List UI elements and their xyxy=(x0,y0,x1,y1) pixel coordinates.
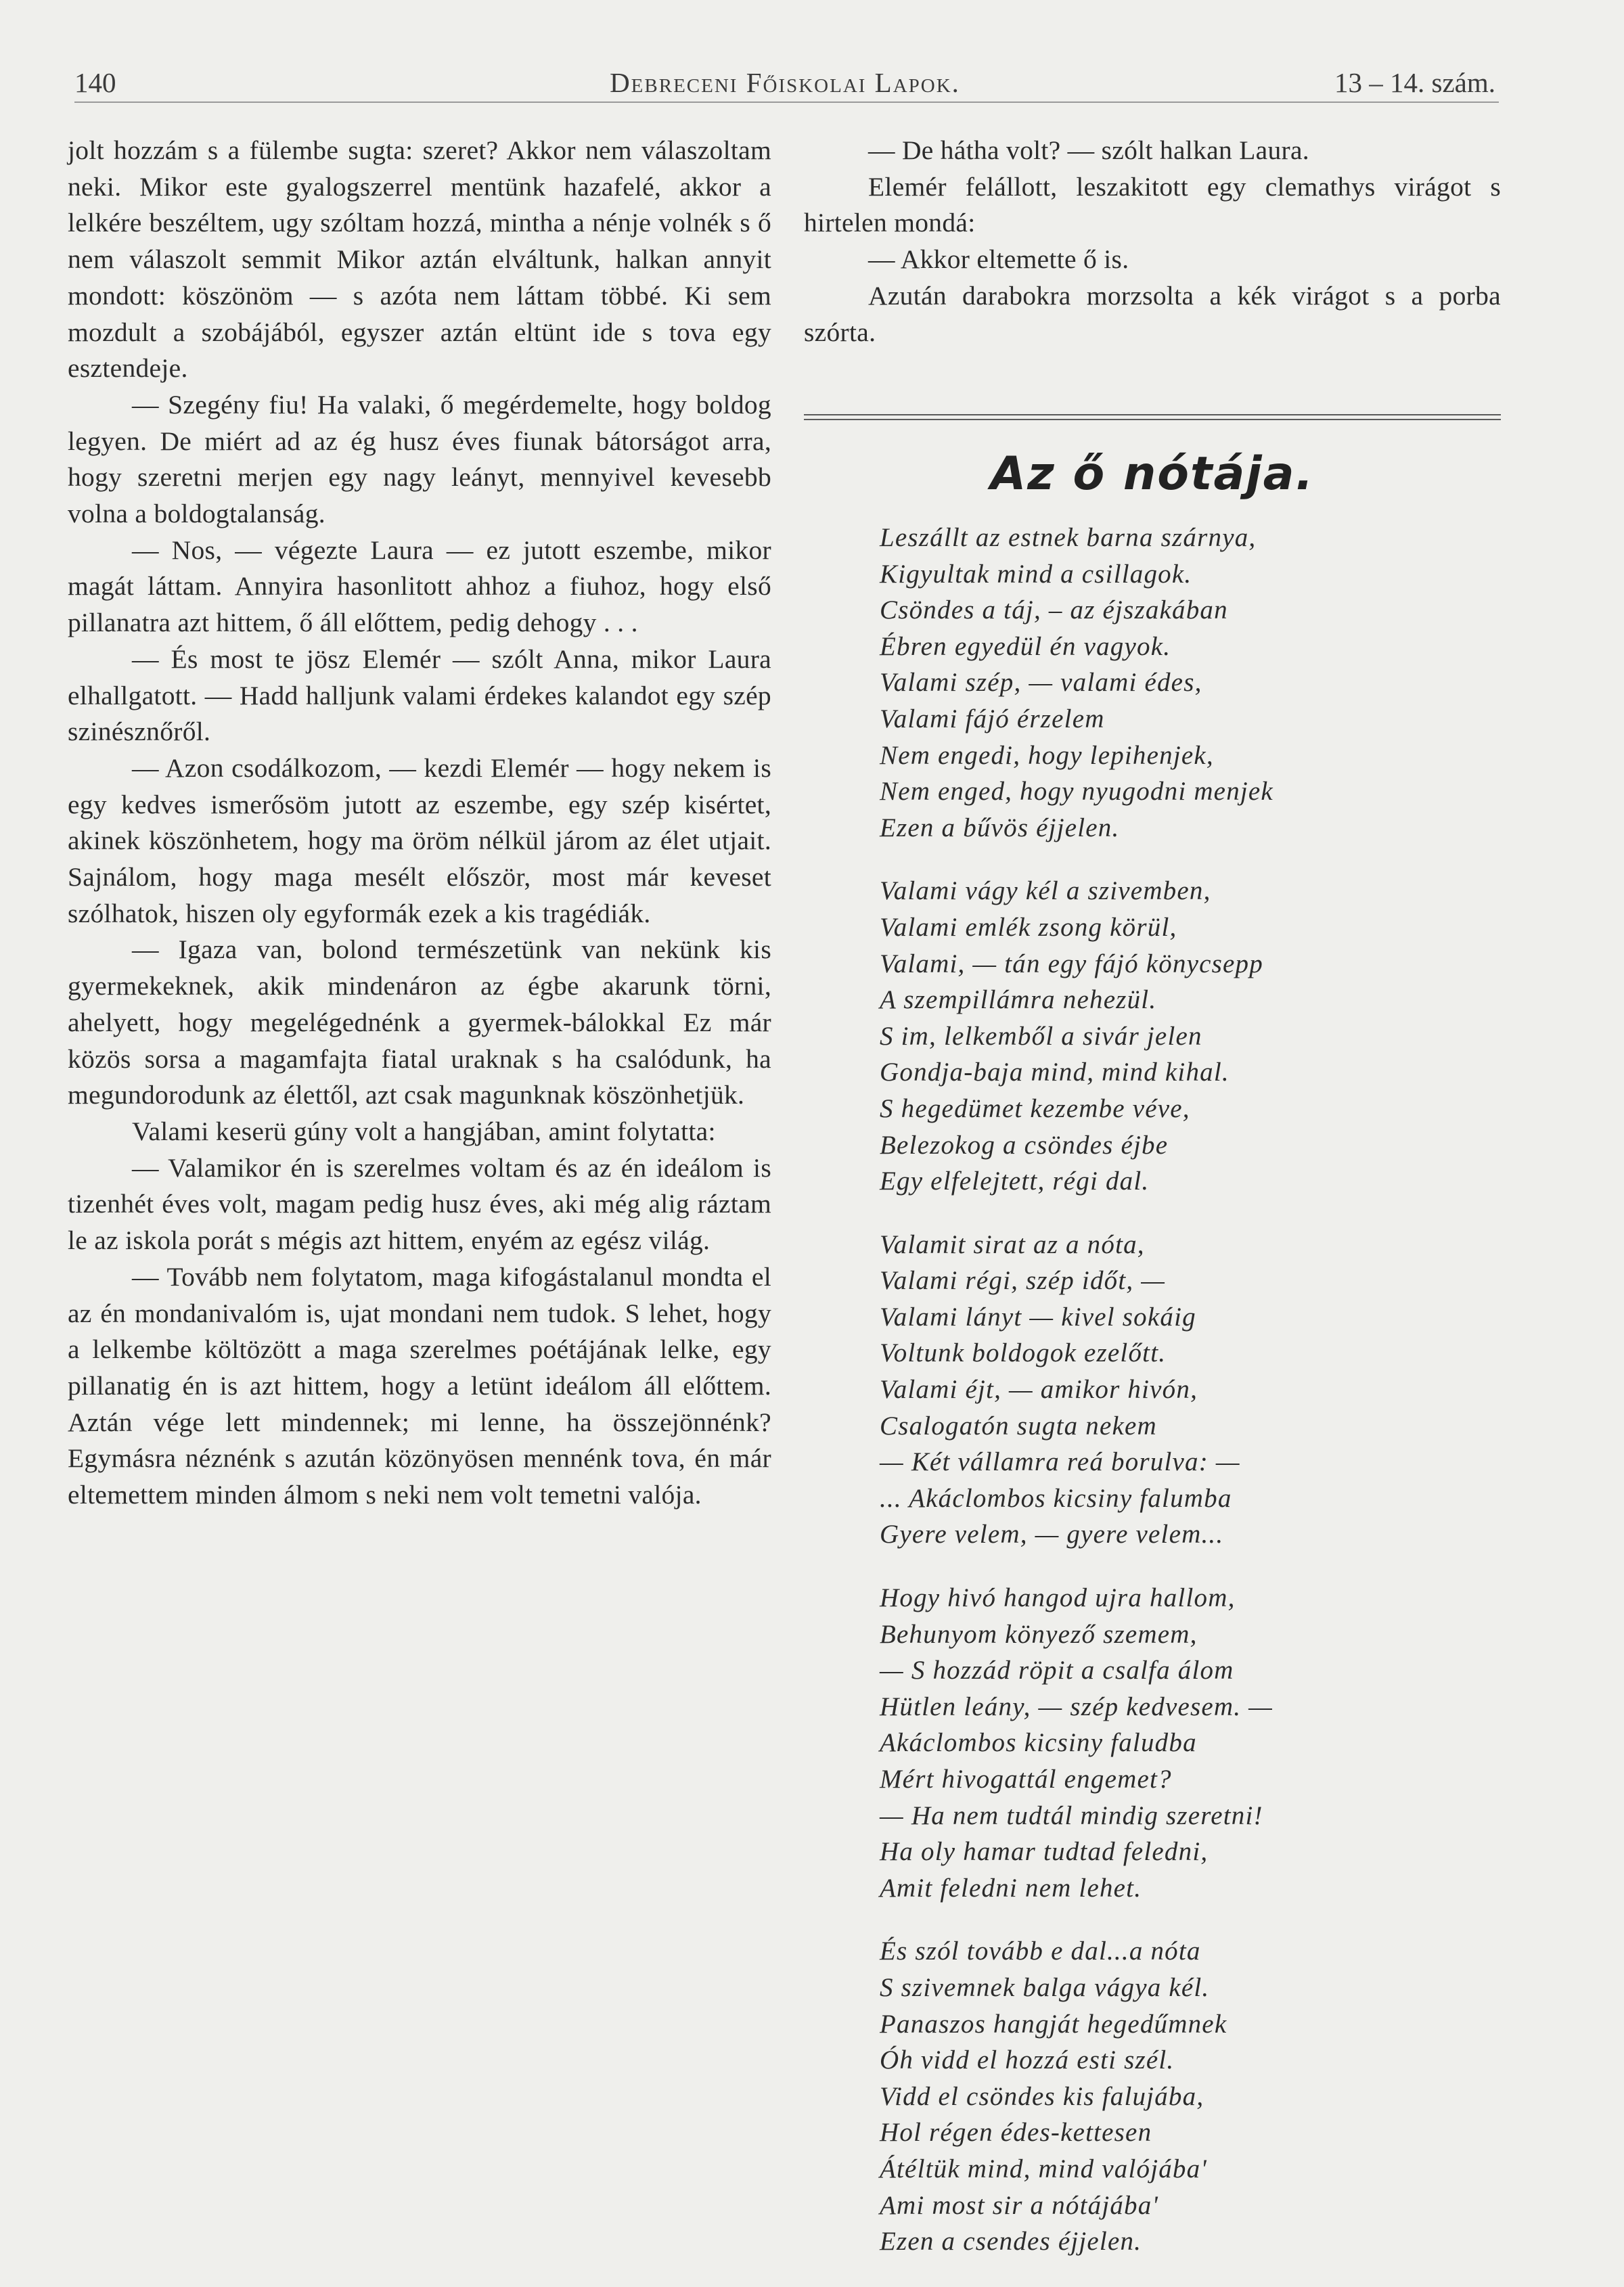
verse-line: — Két vállamra reá borulva: — xyxy=(880,1447,1240,1477)
poem-stanza xyxy=(880,520,1501,846)
right-column xyxy=(804,133,1501,2287)
verse-line: S im, lelkemből a sivár jelen xyxy=(880,1021,1202,1051)
verse-line: Valamit sirat az a nóta, xyxy=(880,1229,1145,1259)
verse-line: Egy elfelejtett, régi dal. xyxy=(880,1167,1150,1196)
verse-line: Kigyultak mind a csillagok. xyxy=(880,559,1192,589)
poem-stanza xyxy=(880,1933,1501,2259)
verse-line: Valami, — tán egy fájó könycsepp xyxy=(880,949,1263,978)
paragraph: — Igaza van, bolond természetünk van nekünk kis gyermekeknek, akik mindenáron az égbe akarunk törni, ahelyett, hogy megelégednénk a gyermek-bálokkal Ez már közös sorsa a magamfajta fiatal uraknak s ha csalódunk, ha megundorodunk az élettől, azt csak magunknak köszönhetjük. xyxy=(68,934,771,1110)
verse-line: És szól tovább e dal...a nóta xyxy=(880,1937,1201,1966)
paragraph: — Nos, — végezte Laura — ez jutott eszembe, mikor magát láttam. Annyira hasonlitott ahhoz a fiuhoz, hogy első pillanatra azt hittem, ő áll előttem, pedig dehogy . . . xyxy=(68,535,771,638)
verse-line: A szempillámra nehezül. xyxy=(880,985,1157,1015)
verse-line: ... Akáclombos kicsiny falumba xyxy=(880,1483,1232,1513)
poem-stanza xyxy=(880,873,1501,1199)
paragraph: jolt hozzám s a fülembe sugta: szeret? Akkor nem válaszoltam neki. Mikor este gyalogszerrel mentünk hazafelé, akkor a lelkére beszéltem, ugy szóltam hozzá, mintha a nénje volnék s ő nem válaszolt semmit Mikor aztán elváltunk, halkan annyit mondott: köszönöm — s azóta nem láttam többé. Ki sem mozdult a szobájából, egyszer aztán eltünt ide s tova egy esztendeje. xyxy=(68,135,771,384)
verse-line: Belezokog a csöndes éjbe xyxy=(880,1130,1169,1160)
verse-line: Valami emlék zsong körül, xyxy=(880,912,1177,942)
verse-line: Átéltük mind, mind valójába' xyxy=(880,2154,1207,2183)
paragraph: — De hátha volt? — szólt halkan Laura. xyxy=(868,135,1309,165)
paragraph: — Tovább nem folytatom, maga kifogástalanul mondta el az én mondanivalóm is, ujat mondani nem tudok. S lehet, hogy a lelkembe költözött a maga szerelmes poétájának lelke, egy pillanatig én is azt hittem, hogy a letünt ideálom áll előttem. Aztán vége lett mindennek; mi lenne, ha összejönnénk? Egymásra néznénk s azután közönyösen mennénk tova, én már eltemettem minden álmom s neki nem volt temetni valója. xyxy=(68,1261,771,1510)
verse-line: Hol régen édes-kettesen xyxy=(880,2118,1152,2148)
verse-line: Valami lányt — kivel sokáig xyxy=(880,1302,1196,1332)
page-header xyxy=(74,66,1495,101)
journal-title: Debreceni Főiskolai Lapok. xyxy=(610,67,960,98)
verse-line: — Ha nem tudtál mindig szeretni! xyxy=(880,1801,1263,1830)
paragraph: — Szegény fiu! Ha valaki, ő megérdemelte, hogy boldog legyen. De miért ad az ég husz éves fiunak bátorságot arra, hogy szeretni merjen egy nagy leányt, mennyivel kevesebb volna a boldogtalanság. xyxy=(68,389,771,529)
story-ending xyxy=(804,133,1501,390)
paragraph: Elemér felállott, leszakitott egy clemathys virágot s hirtelen mondá: xyxy=(804,171,1501,238)
verse-line: S szivemnek balga vágya kél. xyxy=(880,1972,1210,2002)
paragraph: — Akkor eltemette ő is. xyxy=(868,244,1129,275)
verse-line: Ha oly hamar tudtad feledni, xyxy=(880,1837,1209,1867)
verse-line: Voltunk boldogok ezelőtt. xyxy=(880,1338,1167,1368)
verse-line: Hogy hivó hangod ujra hallom, xyxy=(880,1583,1236,1613)
verse-line: Valami szép, — valami édes, xyxy=(880,668,1202,698)
paragraph: — Valamikor én is szerelmes voltam és az én ideálom is tizenhét éves volt, magam pedig husz éves, aki még alig ráztam le az iskola porát s mégis azt hittem, enyém az egész világ. xyxy=(68,1152,771,1256)
verse-line: Óh vidd el hozzá esti szél. xyxy=(880,2045,1175,2075)
left-column xyxy=(68,133,771,1514)
verse-line: Nem enged, hogy nyugodni menjek xyxy=(880,777,1273,807)
verse-line: Vidd el csöndes kis falujába, xyxy=(880,2081,1204,2111)
verse-line: Amit feledni nem lehet. xyxy=(880,1873,1142,1903)
verse-line: Ébren egyedül én vagyok. xyxy=(880,631,1171,661)
verse-line: Valami éjt, — amikor hivón, xyxy=(880,1375,1198,1405)
section-divider xyxy=(804,414,1501,420)
header-rule xyxy=(74,101,1499,103)
verse-line: Csöndes a táj, – az éjszakában xyxy=(880,595,1228,625)
poem xyxy=(804,520,1501,2260)
verse-line: Mért hivogattál engemet? xyxy=(880,1765,1172,1794)
verse-line: Akáclombos kicsiny faludba xyxy=(880,1728,1197,1758)
verse-line: Valami vágy kél a szivemben, xyxy=(880,876,1211,906)
verse-line: Leszállt az estnek barna szárnya, xyxy=(880,523,1257,552)
page-number: 140 xyxy=(74,67,116,98)
verse-line: — S hozzád röpit a csalfa álom xyxy=(880,1656,1234,1685)
verse-line: Ezen a csendes éjjelen. xyxy=(880,2227,1142,2257)
verse-line: Ezen a bűvös éjjelen. xyxy=(880,813,1120,842)
paragraph: Azután darabokra morzsolta a kék virágot s a porba szórta. xyxy=(804,280,1501,347)
verse-line: Behunyom könyező szemem, xyxy=(880,1619,1198,1649)
verse-line: Gyere velem, — gyere velem... xyxy=(880,1520,1224,1549)
verse-line: Gondja-baja mind, mind kihal. xyxy=(880,1058,1230,1087)
poem-title: Az ő nótája. xyxy=(990,447,1315,501)
paragraph: — Azon csodálkozom, — kezdi Elemér — hogy nekem is egy kedves ismerősöm jutott az eszembe, egy szép kisértet, akinek köszönhetem, hogy ma öröm nélkül járom az élet utjait. Sajnálom, hogy maga mesélt először, most már keveset szólhatok, hiszen oly egyformák ezek a kis tragédiák. xyxy=(68,752,771,928)
verse-line: Csalogatón sugta nekem xyxy=(880,1411,1157,1441)
paragraph: — És most te jösz Elemér — szólt Anna, mikor Laura elhallgatott. — Hadd halljunk valami érdekes kalandot egy szép szinésznőről. xyxy=(68,643,771,747)
verse-line: Panaszos hangját hegedűmnek xyxy=(880,2009,1227,2039)
verse-line: Hütlen leány, — szép kedvesem. — xyxy=(880,1692,1273,1721)
verse-line: S hegedümet kezembe véve, xyxy=(880,1093,1190,1123)
verse-line: Nem engedi, hogy lepihenjek, xyxy=(880,740,1214,770)
verse-line: Valami fájó érzelem xyxy=(880,704,1105,733)
poem-stanza xyxy=(880,1227,1501,1553)
paragraph: Valami keserü gúny volt a hangjában, amint folytatta: xyxy=(132,1116,716,1146)
verse-line: Valami régi, szép időt, — xyxy=(880,1266,1166,1296)
issue-number: 13 – 14. szám. xyxy=(1334,67,1495,98)
verse-line: Ami most sir a nótájába' xyxy=(880,2190,1159,2220)
poem-stanza xyxy=(880,1580,1501,1906)
